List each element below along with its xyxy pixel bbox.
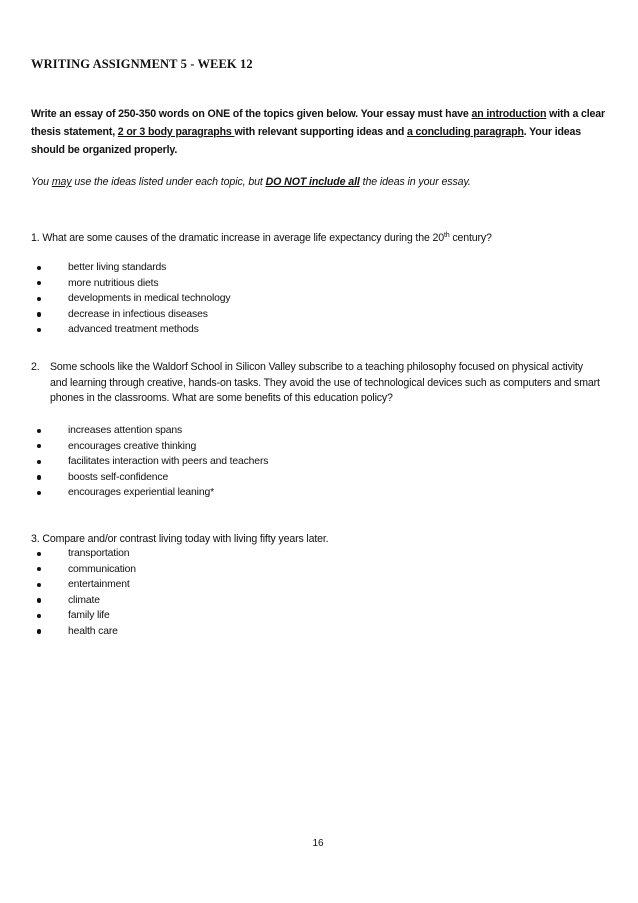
list-item-text: health care [68, 625, 118, 637]
list-item-text: entertainment [68, 579, 130, 591]
topic-3-question: 3. Compare and/or contrast living today with living fifty years later. [31, 533, 329, 545]
list-item-text: advanced treatment methods [68, 324, 199, 336]
bullet-icon [37, 328, 41, 332]
list-item [37, 485, 268, 501]
list-item-text: facilitates interaction with peers and teachers [68, 456, 269, 468]
list-item [37, 624, 136, 640]
topic-2-bullet-list [37, 423, 268, 501]
bullet-icon [37, 266, 41, 270]
topic-1-superscript: th [444, 232, 450, 239]
topic-2-text: Some schools like the Waldorf School in Silicon Valley subscribe to a teaching philosophy focused on physical activity and learning through creative, hands-on tasks. They avoid the use of technological devices such as computers and smart phones in the classrooms. What are some benefits of this education policy? [50, 361, 600, 405]
list-item-text: family life [68, 610, 110, 622]
bullet-icon [37, 444, 41, 448]
note-text-1: You [31, 176, 52, 188]
list-item [37, 322, 230, 338]
list-item [37, 276, 230, 292]
list-item [37, 454, 268, 470]
bullet-icon [37, 429, 41, 433]
topic-1-question [31, 231, 492, 247]
note-may: may [51, 176, 72, 188]
list-item [37, 439, 268, 455]
instructions-text-1: Write an essay of 250-350 words on ONE of the topics given below. Your essay must have [31, 108, 472, 120]
bullet-icon [37, 281, 41, 285]
list-item [37, 470, 268, 486]
instructions-text-2: with a clear thesis statement, [31, 108, 606, 138]
bullet-icon [37, 297, 41, 301]
topic-2-number: 2. [31, 361, 40, 373]
list-item [37, 608, 136, 624]
topic-1-text: 1. What are some causes of the dramatic increase in average life expectancy during the 20 [31, 232, 444, 244]
list-item-text: encourages experiential leaning* [68, 487, 214, 499]
list-item-text: communication [68, 563, 136, 575]
bullet-icon [37, 583, 41, 587]
instructions-underlined-introduction: an introduction [471, 108, 547, 120]
list-item-text: decrease in infectious diseases [68, 308, 208, 320]
assignment-title: WRITING ASSIGNMENT 5 - WEEK 12 [31, 57, 253, 71]
topic-1-bullet-list [37, 260, 230, 338]
list-item-text: encourages creative thinking [68, 440, 197, 452]
bullet-icon [37, 491, 41, 495]
bullet-icon [37, 567, 41, 571]
bullet-icon [37, 460, 41, 464]
list-item [37, 260, 230, 276]
note-emphasis: DO NOT include all [265, 176, 360, 188]
essay-instructions [31, 105, 616, 159]
list-item-text: transportation [68, 548, 130, 559]
list-item [37, 562, 136, 578]
list-item-text: boosts self-confidence [68, 471, 169, 483]
bullet-icon [37, 475, 41, 479]
note-text-3: the ideas in your essay. [359, 176, 471, 188]
bullet-icon [37, 614, 41, 618]
usage-note [31, 176, 471, 188]
page-number: 16 [312, 838, 324, 849]
list-item-text: developments in medical technology [68, 293, 231, 305]
instructions-underlined-body-paragraphs: 2 or 3 body paragraphs [117, 126, 235, 138]
list-item-text: climate [68, 594, 100, 606]
list-item [37, 577, 136, 593]
topic-3-bullet-list [37, 546, 136, 640]
bullet-icon [37, 552, 41, 556]
list-item [37, 546, 136, 562]
instructions-text-3: with relevant supporting ideas and [234, 126, 407, 138]
instructions-underlined-conclusion: a concluding paragraph [406, 126, 524, 138]
list-item-text: better living standards [68, 262, 167, 273]
instructions-text-4: . Your ideas should be organized properly. [31, 126, 582, 156]
bullet-icon [37, 312, 41, 316]
list-item-text: increases attention spans [68, 425, 183, 436]
list-item [37, 307, 230, 323]
list-item [37, 423, 268, 439]
topic-1-text-end: century? [449, 232, 492, 244]
list-item [37, 291, 230, 307]
list-item [37, 593, 136, 609]
list-item-text: more nutritious diets [68, 277, 159, 289]
note-text-2: use the ideas listed under each topic, but [71, 176, 266, 188]
bullet-icon [37, 629, 41, 633]
bullet-icon [37, 598, 41, 602]
